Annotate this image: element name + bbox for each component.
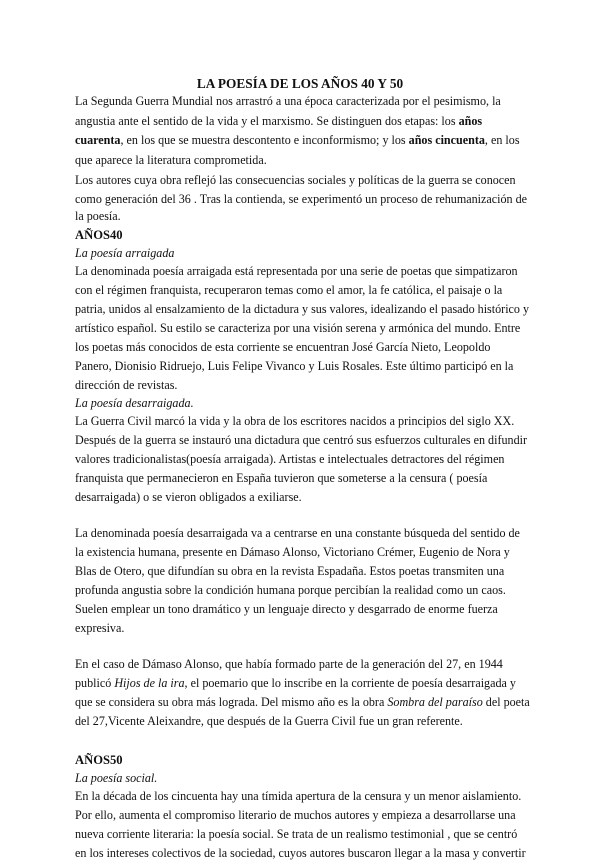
paragraph-line: del 27,Vicente Aleixandre, que después de la Guerra Civil fue un gran referente. — [75, 714, 463, 728]
intro2-line: Los autores cuya obra reflejó las consecuencias sociales y políticas de la guerra se conocen — [75, 173, 516, 187]
paragraph-line: En el caso de Dámaso Alonso, que había formado parte de la generación del 27, en 1944 — [75, 657, 503, 671]
paragraph-line: en los intereses colectivos de la sociedad, cuyos autores buscaron llegar a la masa y convertir — [75, 846, 526, 860]
paragraph-line: nueva corriente literaria: la poesía social. Se trata de un realismo testimonial , que se centró — [75, 827, 518, 841]
text-run: , el poemario que lo inscribe en la corriente de poesía desarraigada y — [184, 676, 516, 690]
subheading-social: La poesía social. — [75, 771, 158, 785]
paragraph-line: Blas de Otero, que difundían su obra en la revista Espadaña. Estos poetas transmiten una — [75, 564, 505, 578]
book-title: Hijos de la ira — [114, 676, 185, 690]
section-heading-50: AÑOS50 — [75, 753, 123, 767]
paragraph-line: artístico español. Su estilo se caracteriza por una visión serena y armónica del mundo. Entre — [75, 321, 521, 335]
paragraph-line — [75, 674, 516, 694]
paragraph-line: expresiva. — [75, 621, 125, 635]
paragraph-line: Después de la guerra se instauró una dictadura que centró sus esfuerzos culturales en difundir — [75, 433, 528, 447]
paragraph-line: profunda angustia sobre la condición humana porque percibían la realidad como un caos. — [75, 583, 506, 597]
document-title: LA POESÍA DE LOS AÑOS 40 Y 50 — [196, 76, 404, 91]
paragraph-line — [75, 693, 530, 713]
subheading-arraigada: La poesía arraigada — [75, 246, 175, 260]
intro-line — [75, 131, 520, 151]
paragraph-line: patria, unidos al ensalzamiento de la dictadura y sus valores, idealizando el pasado histórico y — [75, 302, 530, 316]
text-run: , en los que se muestra descontento e inconformismo; y los — [120, 133, 409, 147]
paragraph-line: En la década de los cincuenta hay una tímida apertura de la censura y un menor aislamiento. — [75, 789, 522, 803]
text-run: publicó — [75, 676, 115, 690]
bold-term: cuarenta — [75, 133, 121, 147]
paragraph-line: La denominada poesía desarraigada va a centrarse en una constante búsqueda del sentido de — [75, 526, 520, 540]
paragraph-line: dirección de revistas. — [75, 378, 178, 392]
section-heading-40: AÑOS40 — [75, 228, 123, 242]
intro2-line: como generación del 36 . Tras la contienda, se experimentó un proceso de rehumanización de — [75, 192, 528, 206]
paragraph-line: La denominada poesía arraigada está representada por una serie de poetas que simpatizaron — [75, 264, 518, 278]
paragraph-line: Panero, Dionisio Ridruejo, Luis Felipe Vivanco y Luis Rosales. Este último participó en la — [75, 359, 514, 373]
paragraph-line: valores tradicionalistas(poesía arraigada). Artistas e intelectuales detractores del régimen — [75, 452, 505, 466]
paragraph-line: Suelen emplear un tono dramático y un lenguaje directo y desgarrado de enorme fuerza — [75, 602, 498, 616]
paragraph-line: La Guerra Civil marcó la vida y la obra de los escritores nacidos a principios del siglo XX. — [75, 414, 515, 428]
paragraph-line: los poetas más conocidos de esta corriente se encuentran José García Nieto, Leopoldo — [75, 340, 491, 354]
text-run: que se considera su obra más lograda. Del mismo año es la obra — [75, 695, 388, 709]
paragraph-line: la existencia humana, presente en Dámaso Alonso, Victoriano Crémer, Eugenio de Nora y — [75, 545, 510, 559]
bold-term: años cincuenta — [408, 133, 485, 147]
bold-term: años — [458, 114, 483, 128]
text-run: angustia ante el sentido de la vida y el marxismo. Se distinguen dos etapas: los — [75, 114, 459, 128]
paragraph-line: con el régimen franquista, recuperaron temas como el amor, la fe católica, el paisaje o la — [75, 283, 503, 297]
paragraph-line: desarraigada) o se vieron obligados a exiliarse. — [75, 490, 302, 504]
text-run: del poeta — [482, 695, 530, 709]
paragraph-line: Por ello, aumenta el compromiso literario de muchos autores y empieza a desarrollarse una — [75, 808, 516, 822]
text-run: , en los — [484, 133, 520, 147]
paragraph-line: franquista que permanecieron en España tuvieron que someterse a la censura ( poesía — [75, 471, 488, 485]
intro-line: que aparece la literatura comprometida. — [75, 153, 267, 167]
intro-line — [75, 112, 482, 132]
book-title: Sombra del paraíso — [387, 695, 483, 709]
subheading-desarraigada: La poesía desarraigada. — [75, 396, 194, 410]
intro-line: La Segunda Guerra Mundial nos arrastró a una época caracterizada por el pesimismo, la — [75, 94, 501, 108]
intro2-line: la poesía. — [75, 209, 121, 223]
